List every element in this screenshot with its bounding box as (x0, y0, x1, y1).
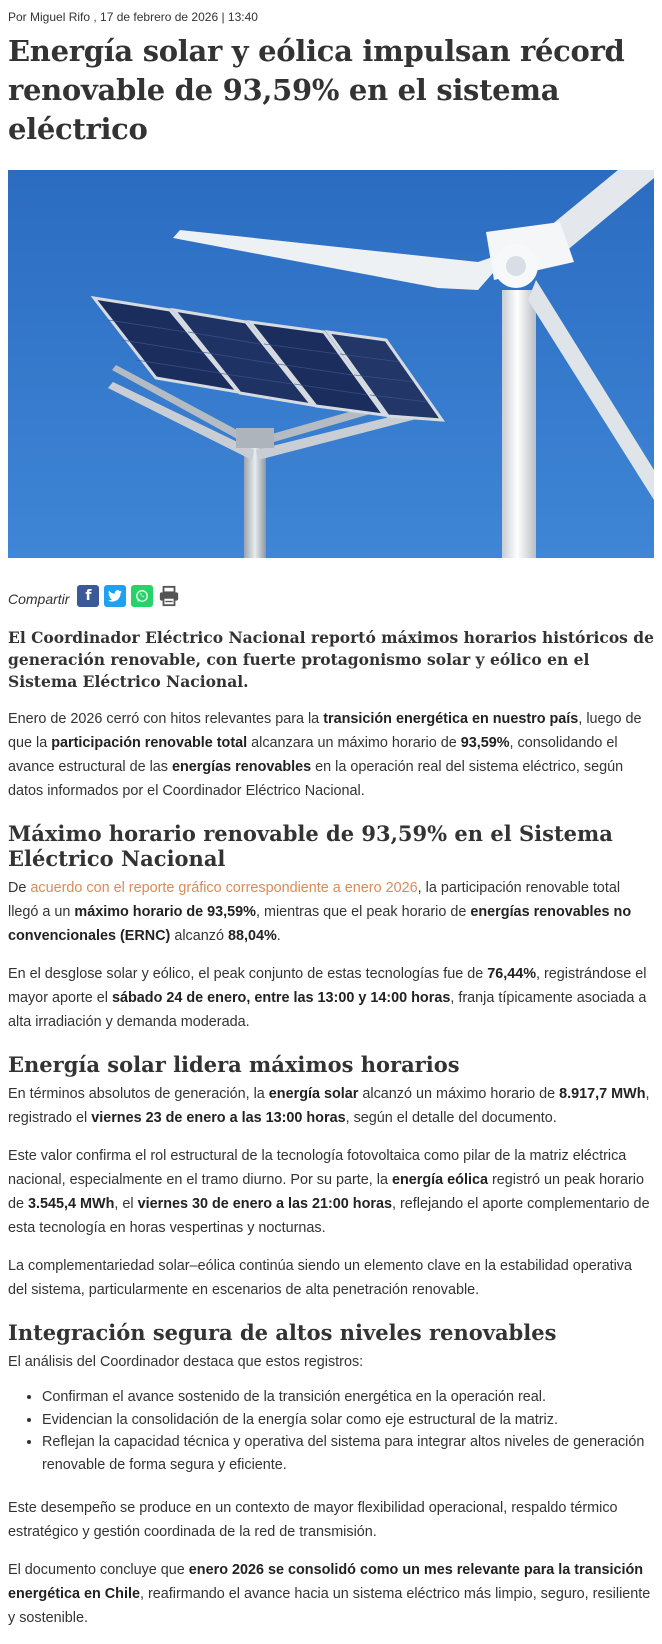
whatsapp-icon[interactable] (131, 585, 153, 607)
byline: Por Miguel Rifo , 17 de febrero de 2026 | 13:40 (8, 10, 258, 24)
section-heading-solar: Energía solar lidera máximos horarios (8, 1052, 460, 1077)
section-heading-integration: Integración segura de altos niveles renovables (8, 1320, 557, 1345)
twitter-icon[interactable] (104, 585, 126, 607)
bullet-list (8, 1386, 654, 1476)
paragraph-4: En términos absolutos de generación, la energía solar alcanzó un máximo horario de 8.917,7 MWh, registrado el viernes 23 de enero a las 13:00 horas, según el detalle del documento. (8, 1086, 650, 1126)
section-heading-renewable-max: Máximo horario renovable de 93,59% en el Sistema Eléctrico Nacional (8, 821, 613, 871)
article-headline: Energía solar y eólica impulsan récord renovable de 93,59% en el sistema eléctrico (8, 34, 625, 146)
paragraph-8: Este desempeño se produce en un contexto de mayor flexibilidad operacional, respaldo térmico estratégico y gestión coordinada de la red de transmisión. (8, 1500, 618, 1540)
paragraph-7: El análisis del Coordinador destaca que estos registros: (8, 1354, 364, 1370)
article-lead: El Coordinador Eléctrico Nacional reportó máximos horarios históricos de generación renovable, con fuerte protagonismo solar y eólico en el Sistema Eléctrico Nacional. (8, 628, 654, 691)
paragraph-6: La complementariedad solar–eólica continúa siendo un elemento clave en la estabilidad operativa del sistema, particularmente en escenarios de alta penetración renovable. (8, 1258, 632, 1298)
paragraph-2: De acuerdo con el reporte gráfico correspondiente a enero 2026, la participación renovable total llegó a un máximo horario de 93,59%, mientras que el peak horario de energías renovables no convencionales (ERNC) alcanzó 88,04%. (8, 880, 632, 944)
hero-image (8, 170, 654, 558)
share-label: Compartir (8, 591, 70, 607)
paragraph-9: El documento concluye que enero 2026 se consolidó como un mes relevante para la transición energética en Chile, reafirmando el avance hacia un sistema eléctrico más limpio, seguro, resiliente y sostenible. (8, 1562, 651, 1626)
paragraph-5: Este valor confirma el rol estructural de la tecnología fotovoltaica como pilar de la matriz eléctrica nacional, especialmente en el tramo diurno. Por su parte, la energía eólica registró un peak horario de 3.545,4 MWh, el viernes 30 de enero a las 21:00 horas, reflejando el aporte complementario de esta tecnología en horas vespertinas y nocturnas. (8, 1148, 650, 1236)
paragraph-1: Enero de 2026 cerró con hitos relevantes para la transición energética en nuestro país, luego de que la participación renovable total alcanzara un máximo horario de 93,59%, consolidando el avance estructural de las energías renovables en la operación real del sistema eléctrico, según datos informados por el Coordinador Eléctrico Nacional. (8, 711, 642, 799)
share-bar (8, 582, 654, 610)
hero-solar-wind-illustration (8, 170, 654, 558)
paragraph-3: En el desglose solar y eólico, el peak conjunto de estas tecnologías fue de 76,44%, registrándose el mayor aporte el sábado 24 de enero, entre las 13:00 y 14:00 horas, franja típicamente asociada a alta irradiación y demanda moderada. (8, 966, 647, 1030)
list-item: • Confirman el avance sostenido de la transición energética en la operación real. (42, 1386, 654, 1409)
report-link[interactable]: acuerdo con el reporte gráfico correspondiente a enero 2026 (30, 880, 418, 896)
list-item: • Evidencian la consolidación de la energía solar como eje estructural de la matriz. (42, 1409, 654, 1432)
facebook-icon[interactable]: f (77, 585, 99, 607)
list-item: • Reflejan la capacidad técnica y operativa del sistema para integrar altos niveles de generación renovable de forma segura y eficiente. (42, 1431, 654, 1476)
print-icon[interactable] (158, 585, 180, 607)
